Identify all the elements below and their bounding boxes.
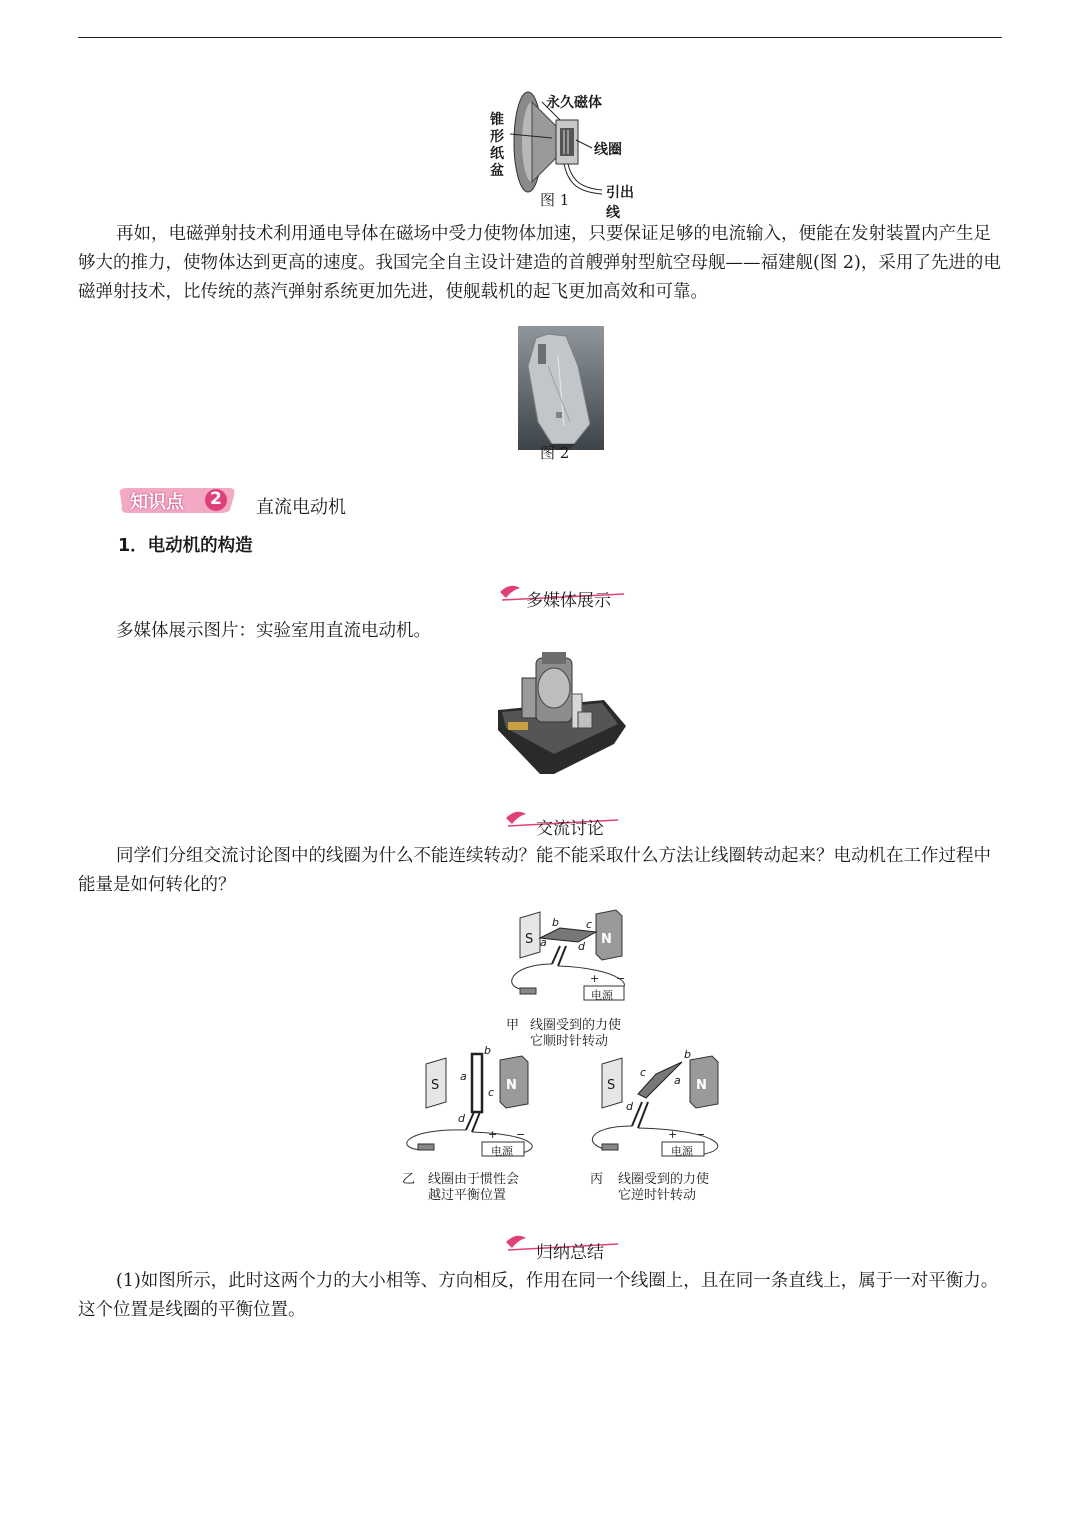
plus-sign: +: [590, 972, 600, 985]
coil-magnet-diagram-yi: [396, 1044, 546, 1164]
pole-n-label: N: [696, 1078, 707, 1093]
coil-magnet-diagram-jia: [500, 908, 640, 1008]
coil-letter-b: b: [684, 1048, 691, 1061]
badge-label: 知识点: [130, 492, 184, 513]
yi-prefix: 乙: [402, 1172, 416, 1187]
bing-line1: 线圈受到的力使: [618, 1172, 710, 1187]
bing-prefix: 丙: [590, 1172, 604, 1187]
jia-line1: 线圈受到的力使: [530, 1018, 622, 1033]
coil-letter-a: a: [460, 1070, 467, 1083]
dc-motor-icon: [494, 648, 628, 776]
motor-figure-jia: [500, 908, 640, 1048]
figure-2: [518, 326, 604, 450]
bing-line2: 它逆时针转动: [618, 1188, 697, 1203]
subheading-motor-structure: 1．电动机的构造: [118, 536, 253, 556]
yi-line2: 越过平衡位置: [428, 1188, 507, 1203]
figure-1: [480, 90, 640, 221]
coil-letter-a: a: [540, 936, 547, 949]
multimedia-text: 多媒体展示图片：实验室用直流电动机。: [116, 621, 431, 641]
pole-s-label: S: [431, 1078, 440, 1093]
plus-sign: +: [488, 1128, 498, 1141]
power-label: 电源: [491, 1145, 513, 1158]
pole-s-label: S: [607, 1078, 616, 1093]
knowledge-point-title: 直流电动机: [256, 497, 346, 518]
coil-letter-d: d: [578, 940, 585, 953]
coil-letter-d: d: [458, 1112, 465, 1125]
minus-sign: −: [516, 1128, 526, 1141]
dc-motor-photo: [494, 648, 628, 776]
label-coil: 线圈: [594, 142, 622, 158]
jia-line2: 它顺时针转动: [530, 1034, 609, 1049]
coil-letter-b: b: [484, 1044, 491, 1057]
coil-letter-a: a: [674, 1074, 681, 1087]
coil-letter-c: c: [586, 918, 593, 931]
coil-magnet-diagram-bing: [586, 1044, 736, 1164]
aircraft-carrier-photo: [518, 326, 604, 450]
pole-s-label: S: [525, 932, 534, 947]
label-permanent-magnet: 永久磁体: [546, 95, 602, 111]
summary-title: 归纳总结: [536, 1243, 604, 1263]
paragraph-electromagnetic-catapult: 再如，电磁弹射技术利用通电导体在磁场中受力使物体加速，只要保证足够的电流输入，便能在发射装置内产生足够大的推力，使物体达到更高的速度。我国完全自主设计建造的首艘弹射型航空母舰——福建舰(图 2)，采用了先进的电磁弹射技术，比传统的蒸汽弹射系统更加先进，使舰载机的起飞更加高效和可靠。: [78, 224, 1001, 302]
pole-n-label: N: [506, 1078, 517, 1093]
multimedia-section-heading: [498, 582, 628, 610]
badge-number: 2: [210, 489, 222, 509]
coil-letter-c: c: [640, 1066, 647, 1079]
motor-figure-bing: [586, 1044, 736, 1204]
discussion-section-heading: [504, 808, 622, 839]
label-lead-wire: 引出线: [606, 185, 634, 221]
coil-letter-c: c: [488, 1086, 495, 1099]
coil-letter-d: d: [626, 1100, 633, 1113]
plus-sign: +: [668, 1128, 678, 1141]
label-cone-paper: 锥形纸盆: [490, 112, 504, 179]
figure-2-caption: 图 2: [540, 444, 570, 462]
summary-text: (1)如图所示，此时这两个力的大小相等、方向相反，作用在同一个线圈上，且在同一条直线上，属于一对平衡力。这个位置是线圈的平衡位置。: [78, 1271, 999, 1320]
coil-letter-b: b: [552, 916, 559, 929]
knowledge-point-badge: [118, 486, 236, 514]
power-label: 电源: [591, 989, 613, 1002]
yi-line1: 线圈由于惯性会: [428, 1172, 520, 1187]
pole-n-label: N: [601, 932, 612, 947]
minus-sign: −: [696, 1128, 706, 1141]
header-rule: [78, 37, 1002, 38]
discussion-text: 同学们分组交流讨论图中的线圈为什么不能连续转动？能不能采取什么方法让线圈转动起来？电动机在工作过程中能量是如何转化的？: [78, 846, 991, 895]
motor-figure-yi: [396, 1044, 546, 1204]
multimedia-title: 多媒体展示: [526, 591, 611, 611]
summary-section-heading: [504, 1232, 622, 1263]
figure-1-caption: 图 1: [540, 191, 570, 209]
jia-prefix: 甲: [506, 1018, 520, 1033]
power-label: 电源: [671, 1145, 693, 1158]
discussion-title: 交流讨论: [536, 819, 604, 839]
minus-sign: −: [616, 972, 626, 985]
